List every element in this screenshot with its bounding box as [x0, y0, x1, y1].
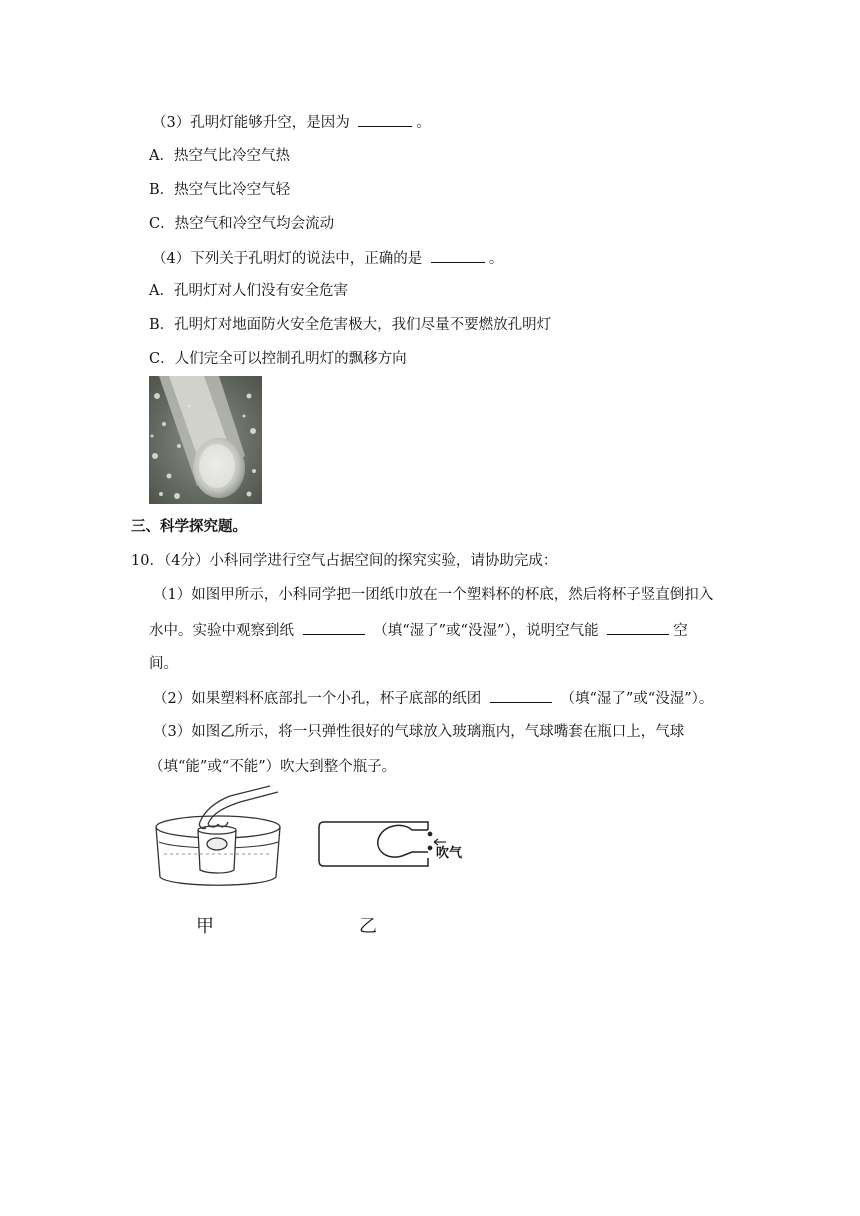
q10-part2 [153, 688, 713, 709]
q10-part1-text-b: （填“湿了”或“没湿”），说明空气能 [373, 623, 599, 639]
q10-part2-blank[interactable] [490, 688, 552, 703]
q10-part1-line3: 间。 [149, 656, 178, 672]
figure-jia [150, 782, 290, 892]
q10-part1-line2 [149, 620, 688, 641]
figure-yi [316, 816, 476, 872]
q10-part3-line1: （3）如图乙所示，将一只弹性很好的气球放入玻璃瓶内，气球嘴套在瓶口上，气球 [153, 724, 685, 740]
q4-stem [152, 248, 503, 269]
q10-part1-text-a: 水中。实验中观察到纸 [149, 623, 294, 639]
q4-answer-blank[interactable] [431, 248, 485, 263]
q3-stem-end: 。 [416, 115, 431, 131]
q4-option-c: C．人们完全可以控制孔明灯的飘移方向 [149, 351, 407, 367]
q3-stem [152, 112, 431, 133]
q4-option-a: A．孔明灯对人们没有安全危害 [149, 283, 348, 299]
q3-option-a: A．热空气比冷空气热 [149, 148, 290, 164]
figure-jia-label: 甲 [196, 916, 214, 937]
q10-stem: 10．（4分）小科同学进行空气占据空间的探究实验，请协助完成： [131, 553, 558, 569]
q10-part1-line1: （1）如图甲所示，小科同学把一团纸巾放在一个塑料杯的杯底，然后将杯子竖直倒扣入 [153, 587, 714, 603]
figure-yi-label: 乙 [359, 916, 377, 937]
q10-part1-blank-2[interactable] [607, 620, 669, 635]
q3-stem-text: （3）孔明灯能够升空，是因为 [152, 115, 350, 131]
lantern-photo [149, 376, 262, 504]
q4-option-b: B．孔明灯对地面防火安全危害极大，我们尽量不要燃放孔明灯 [149, 317, 552, 333]
q10-part2-text-b: （填“湿了”或“没湿”）。 [560, 691, 714, 707]
q3-option-c: C．热空气和冷空气均会流动 [149, 216, 335, 232]
q10-part3-line2: （填“能”或“不能”）吹大到整个瓶子。 [149, 759, 397, 775]
q10-part2-text-a: （2）如果塑料杯底部扎一个小孔，杯子底部的纸团 [153, 691, 482, 707]
q3-option-b: B．热空气比冷空气轻 [149, 182, 291, 198]
q4-stem-text: （4）下列关于孔明灯的说法中，正确的是 [152, 251, 423, 267]
q10-part1-text-c: 空 [673, 623, 688, 639]
q3-answer-blank[interactable] [358, 112, 412, 127]
q10-part1-blank-1[interactable] [303, 620, 365, 635]
section-heading: 三、科学探究题。 [131, 518, 247, 535]
q4-stem-end: 。 [488, 251, 504, 267]
blow-air-label: 吹气 [436, 846, 463, 861]
